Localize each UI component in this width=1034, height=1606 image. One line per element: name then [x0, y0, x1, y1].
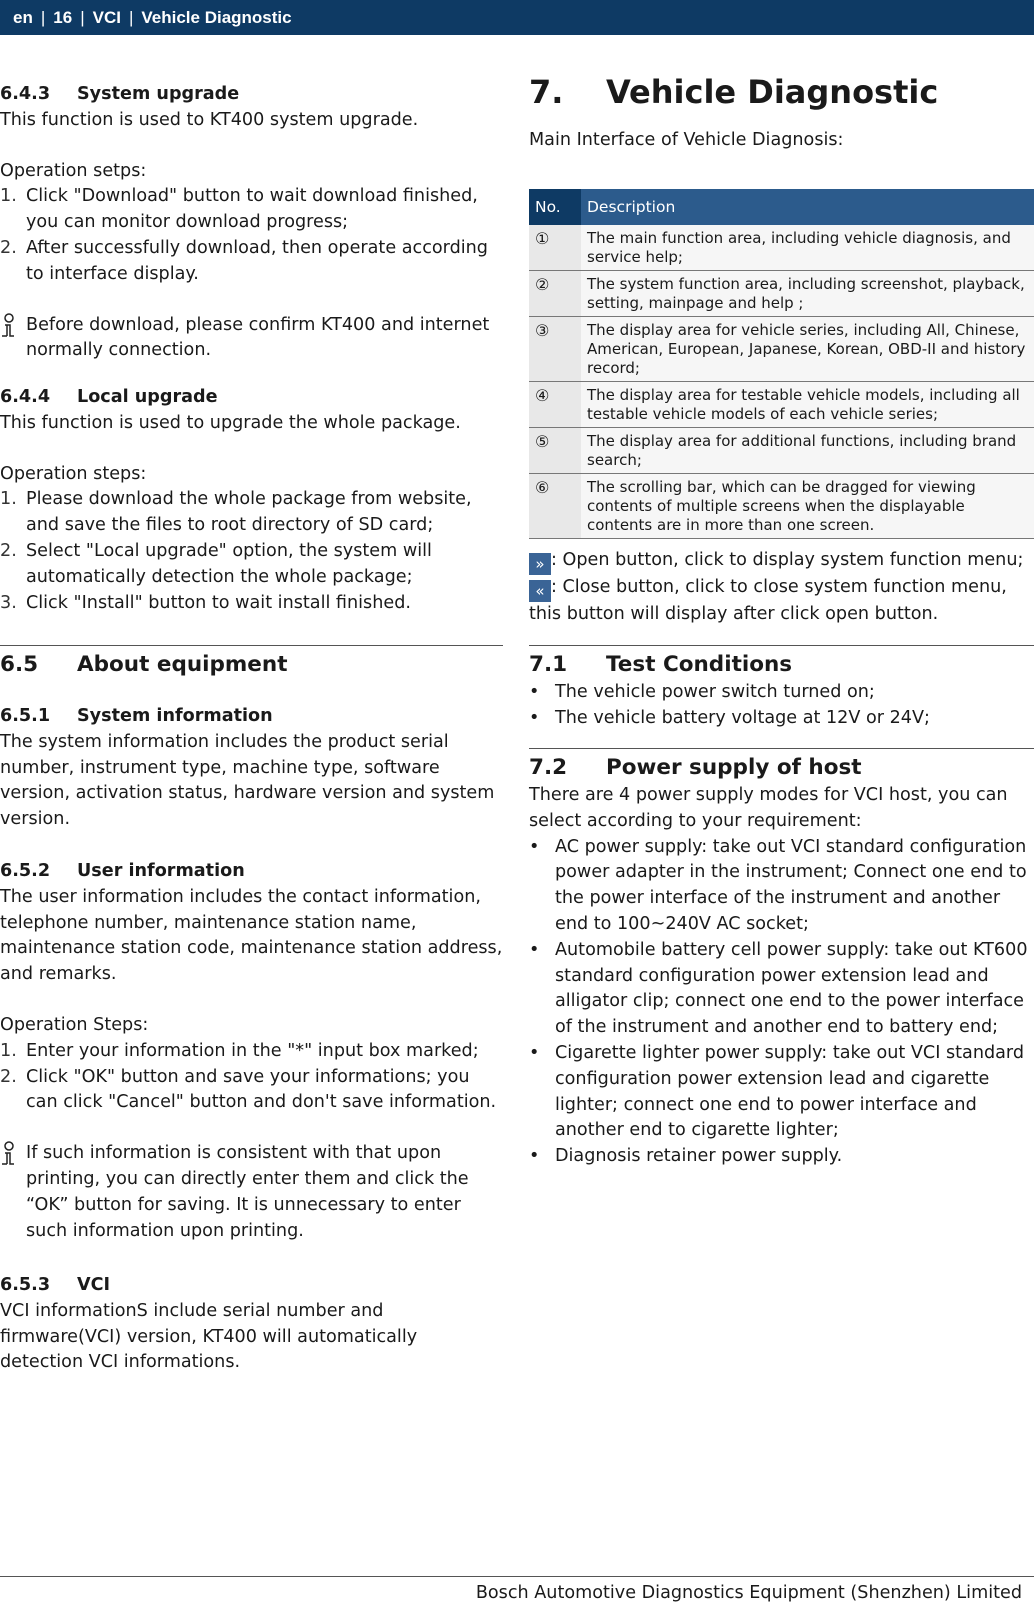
table-row	[529, 428, 1034, 474]
list-item: • AC power supply: take out VCI standard configuration power adapter in the instrument; Connect one end to the power interface of the instrument and another end to 100~240V AC socket;	[529, 836, 1027, 934]
list-item: • Automobile battery cell power supply: take out KT600 standard configuration power extension lead and alligator clip; connect one end to the power interface of the instrument and another end to battery end;	[529, 939, 1028, 1038]
row-number: ⑥	[529, 474, 581, 539]
page-footer: Bosch Automotive Diagnostics Equipment (Shenzhen) Limited	[475, 1583, 1022, 1603]
text-6-5-2: The user information includes the contact information, telephone number, maintenance station name, maintenance station code, maintenance station address, and remarks.	[0, 886, 503, 985]
text-7-intro: Main Interface of Vehicle Diagnosis:	[529, 130, 844, 150]
table-row	[529, 474, 1034, 539]
divider	[0, 645, 503, 646]
table-row	[529, 382, 1034, 428]
text-6-5-1: The system information includes the product serial number, instrument type, machine type, software version, activation status, hardware version and system version.	[0, 731, 495, 830]
table-row	[529, 271, 1034, 317]
ops-label-6-4-4: Operation steps:	[0, 463, 147, 484]
row-description: The display area for additional functions, including brand search;	[581, 428, 1034, 474]
power-supply-list	[529, 835, 1034, 1170]
heading-7-1: 7.1 Test Conditions	[529, 652, 793, 677]
button-legend	[529, 548, 1034, 628]
heading-6-5-1: 6.5.1 System information	[0, 706, 273, 726]
header-section: VCI	[92, 8, 121, 27]
header-lang: en	[13, 8, 33, 27]
table-header-row	[529, 189, 1034, 225]
row-number: ③	[529, 317, 581, 382]
info-icon	[0, 313, 20, 339]
section-6-4-3	[0, 82, 503, 364]
divider	[529, 645, 1034, 646]
heading-6-5-3: 6.5.3 VCI	[0, 1275, 111, 1295]
text-6-5-3: VCI informationS include serial number and firmware(VCI) version, KT400 will automatically detection VCI informations.	[0, 1300, 418, 1373]
note-6-5-2: If such information is consistent with that upon printing, you can directly enter them and click the “OK” button for saving. It is unnecessary to enter such information upon printing.	[0, 1141, 503, 1244]
heading-6-5-2: 6.5.2 User information	[0, 861, 245, 881]
list-item: 3. Click "Install" button to wait install finished.	[0, 592, 411, 613]
page-header: en | 16 | VCI | Vehicle Diagnostic	[0, 0, 1034, 35]
section-6-4-4	[0, 385, 503, 616]
list-item: 1. Click "Download" button to wait download finished, you can monitor download progress;	[0, 186, 478, 233]
section-6-5-2	[0, 859, 503, 1244]
steps-6-5-2	[0, 1039, 503, 1116]
row-description: The display area for testable vehicle models, including all testable vehicle models of each vehicle series;	[581, 382, 1034, 428]
table-row	[529, 225, 1034, 271]
section-6-5	[0, 650, 503, 680]
text-7-2-intro: There are 4 power supply modes for VCI host, you can select according to your requirement:	[529, 785, 1008, 831]
list-item: 1. Enter your information in the "*" input box marked;	[0, 1040, 479, 1061]
list-item: • The vehicle battery voltage at 12V or 24V;	[529, 707, 930, 728]
info-icon	[0, 1141, 20, 1167]
section-6-5-1	[0, 704, 503, 833]
row-number: ⑤	[529, 428, 581, 474]
double-chevron-left-icon: «	[529, 580, 551, 602]
heading-6-5: 6.5 About equipment	[0, 652, 288, 677]
steps-6-4-3	[0, 184, 503, 287]
heading-7-2: 7.2 Power supply of host	[529, 755, 862, 780]
row-number: ②	[529, 271, 581, 317]
header-chapter: Vehicle Diagnostic	[141, 8, 292, 27]
row-description: The display area for vehicle series, including All, Chinese, American, European, Japanese, Korean, OBD-II and history record;	[581, 317, 1034, 382]
col-header-no: No.	[529, 189, 581, 225]
section-7-1	[529, 650, 1034, 732]
list-item: 2. After successfully download, then operate according to interface display.	[0, 237, 488, 284]
description-table	[529, 189, 1034, 539]
heading-7: 7. Vehicle Diagnostic	[529, 73, 939, 111]
row-number: ①	[529, 225, 581, 271]
double-chevron-right-icon: »	[529, 553, 551, 575]
list-item: • The vehicle power switch turned on;	[529, 682, 875, 702]
divider	[529, 748, 1034, 749]
text-6-4-3-intro: This function is used to KT400 system upgrade.	[0, 109, 419, 130]
close-button-description: « : Close button, click to close system function menu, this button will display after click open button.	[529, 577, 1007, 624]
conditions-list	[529, 680, 1034, 732]
row-description: The system function area, including screenshot, playback, setting, mainpage and help ;	[581, 271, 1034, 317]
section-6-5-3	[0, 1273, 503, 1376]
note-6-4-3: Before download, please confirm KT400 and internet normally connection.	[0, 313, 503, 365]
list-item: • Diagnosis retainer power supply.	[529, 1146, 843, 1167]
heading-6-4-4: 6.4.4 Local upgrade	[0, 387, 218, 407]
table-row	[529, 317, 1034, 382]
steps-6-4-4	[0, 487, 503, 616]
col-header-description: Description	[581, 189, 1034, 225]
ops-label-6-4-3: Operation setps:	[0, 160, 147, 181]
heading-6-4-3: 6.4.3 System upgrade	[0, 84, 240, 104]
footer-divider	[0, 1576, 1034, 1577]
list-item: 2. Click "OK" button and save your informations; you can click "Cancel" button and don't save information.	[0, 1066, 497, 1113]
row-number: ④	[529, 382, 581, 428]
ops-label-6-5-2: Operation Steps:	[0, 1014, 149, 1035]
list-item: 1. Please download the whole package from website, and save the files to root directory of SD card;	[0, 489, 472, 536]
open-button-description: » : Open button, click to display system function menu;	[529, 548, 1034, 575]
row-description: The main function area, including vehicle diagnosis, and service help;	[581, 225, 1034, 271]
text-6-4-4-intro: This function is used to upgrade the whole package.	[0, 412, 461, 433]
section-7	[529, 72, 1034, 154]
section-7-2	[529, 753, 1034, 1170]
list-item: 2. Select "Local upgrade" option, the system will automatically detection the whole package;	[0, 540, 432, 587]
list-item: • Cigarette lighter power supply: take out VCI standard configuration power extension lead and cigarette lighter; connect one end to power interface and another end to cigarette lighter;	[529, 1042, 1025, 1141]
header-page: 16	[53, 8, 73, 27]
row-description: The scrolling bar, which can be dragged for viewing contents of multiple screens when the displayable contents are in more than one screen.	[581, 474, 1034, 539]
